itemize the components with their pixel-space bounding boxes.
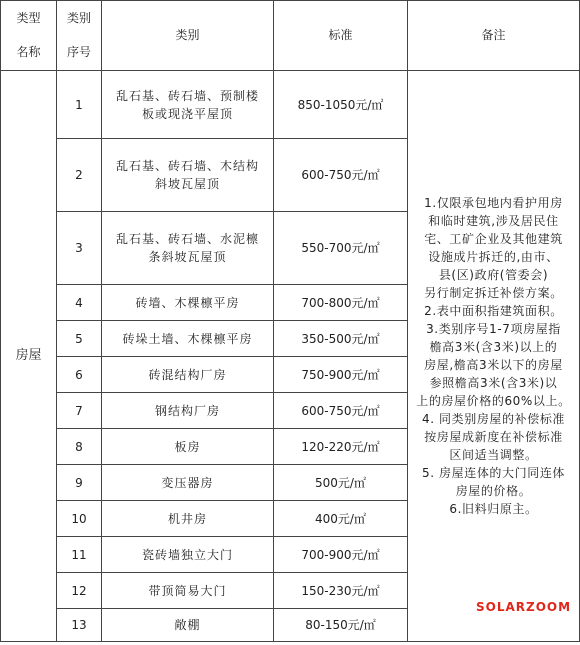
standard-cell: 750-900元/㎡: [274, 357, 408, 393]
note-line: 设施成片拆迁的,由市、: [428, 250, 559, 264]
category-line: 板或现浇平屋顶: [141, 106, 233, 121]
note-line: 房屋,檐高3米以下的房屋: [424, 358, 563, 372]
seq-cell: 7: [57, 393, 102, 429]
category-cell: [102, 71, 274, 139]
note-line: 5. 房屋连体的大门同连体: [421, 466, 566, 480]
category-line: 斜坡瓦屋顶: [154, 177, 220, 191]
category-line: 乱石基、砖石墙、预制楼: [115, 88, 259, 103]
standard-cell: 600-750元/㎡: [274, 393, 408, 429]
standard-cell: 700-900元/㎡: [274, 537, 408, 573]
standard-cell: 500元/㎡: [274, 465, 408, 501]
category-line: 乱石基、砖石墙、木结构: [115, 159, 259, 173]
standard-cell: 600-750元/㎡: [274, 139, 408, 212]
note-line: 宅、工矿企业及其他建筑: [424, 232, 563, 246]
seq-cell: 13: [57, 609, 102, 642]
header-type-name: [1, 1, 57, 71]
note-line: 另行制定拆迁补偿方案。: [424, 286, 563, 300]
seq-cell: 1: [57, 71, 102, 139]
notes-cell: [408, 71, 580, 642]
standard-cell: 700-800元/㎡: [274, 285, 408, 321]
category-line: 乱石基、砖石墙、水泥檩: [115, 232, 259, 246]
note-line: 2.表中面积指建筑面积。: [424, 304, 563, 318]
note-line: 县(区)政府(管委会): [438, 268, 549, 282]
category-cell: [102, 212, 274, 285]
solarzoom-watermark: SOLARZOOM: [476, 600, 572, 614]
category-cell: 砖混结构厂房: [102, 357, 274, 393]
note-line: 檐高3米(含3米)以上的: [429, 340, 558, 354]
note-line: 区间适当调整。: [449, 448, 538, 462]
category-cell: 砖墙、木棵檩平房: [102, 285, 274, 321]
header-type-name-line1: 类型: [16, 11, 41, 25]
header-type-name-line2: 名称: [16, 45, 41, 59]
category-cell: 带顶简易大门: [102, 573, 274, 609]
standard-cell: 80-150元/㎡: [274, 609, 408, 642]
seq-cell: 9: [57, 465, 102, 501]
note-line: 参照檐高3米(含3米)以: [429, 376, 558, 390]
seq-cell: 2: [57, 139, 102, 212]
seq-cell: 4: [57, 285, 102, 321]
note-line: 3.类别序号1-7项房屋指: [426, 322, 561, 336]
standard-cell: 120-220元/㎡: [274, 429, 408, 465]
header-seq-line2: 序号: [66, 45, 91, 59]
category-cell: 钢结构厂房: [102, 393, 274, 429]
table-header-row: [1, 1, 580, 71]
category-cell: 板房: [102, 429, 274, 465]
header-notes: 备注: [408, 1, 580, 71]
standard-cell: 350-500元/㎡: [274, 321, 408, 357]
note-line: 6.旧料归原主。: [449, 502, 538, 516]
category-line: 条斜坡瓦屋顶: [148, 250, 227, 264]
seq-cell: 12: [57, 573, 102, 609]
category-cell: 机井房: [102, 501, 274, 537]
category-cell: 敞棚: [102, 609, 274, 642]
category-cell: [102, 139, 274, 212]
standard-cell: 550-700元/㎡: [274, 212, 408, 285]
seq-cell: 3: [57, 212, 102, 285]
note-line: 按房屋成新度在补偿标准: [424, 430, 563, 444]
note-line: 和临时建筑,涉及居民住: [428, 214, 559, 228]
standard-cell: 850-1050元/㎡: [274, 71, 408, 139]
header-standard: 标准: [274, 1, 408, 71]
header-category: 类别: [102, 1, 274, 71]
standard-cell: 400元/㎡: [274, 501, 408, 537]
seq-cell: 11: [57, 537, 102, 573]
header-seq: [57, 1, 102, 71]
note-line: 上的房屋价格的60%以上。: [416, 394, 571, 408]
header-seq-line1: 类别: [66, 11, 91, 25]
seq-cell: 8: [57, 429, 102, 465]
type-name-cell: 房屋: [1, 71, 57, 642]
table-row: [1, 71, 580, 139]
seq-cell: 5: [57, 321, 102, 357]
category-cell: 砖垛土墙、木棵檩平房: [102, 321, 274, 357]
note-line: 房屋的价格。: [455, 484, 532, 498]
category-cell: 瓷砖墙独立大门: [102, 537, 274, 573]
category-cell: 变压器房: [102, 465, 274, 501]
standard-cell: 150-230元/㎡: [274, 573, 408, 609]
seq-cell: 10: [57, 501, 102, 537]
seq-cell: 6: [57, 357, 102, 393]
note-line: 1.仅限承包地内看护用房: [424, 196, 563, 210]
note-line: 4. 同类别房屋的补偿标准: [421, 412, 566, 426]
